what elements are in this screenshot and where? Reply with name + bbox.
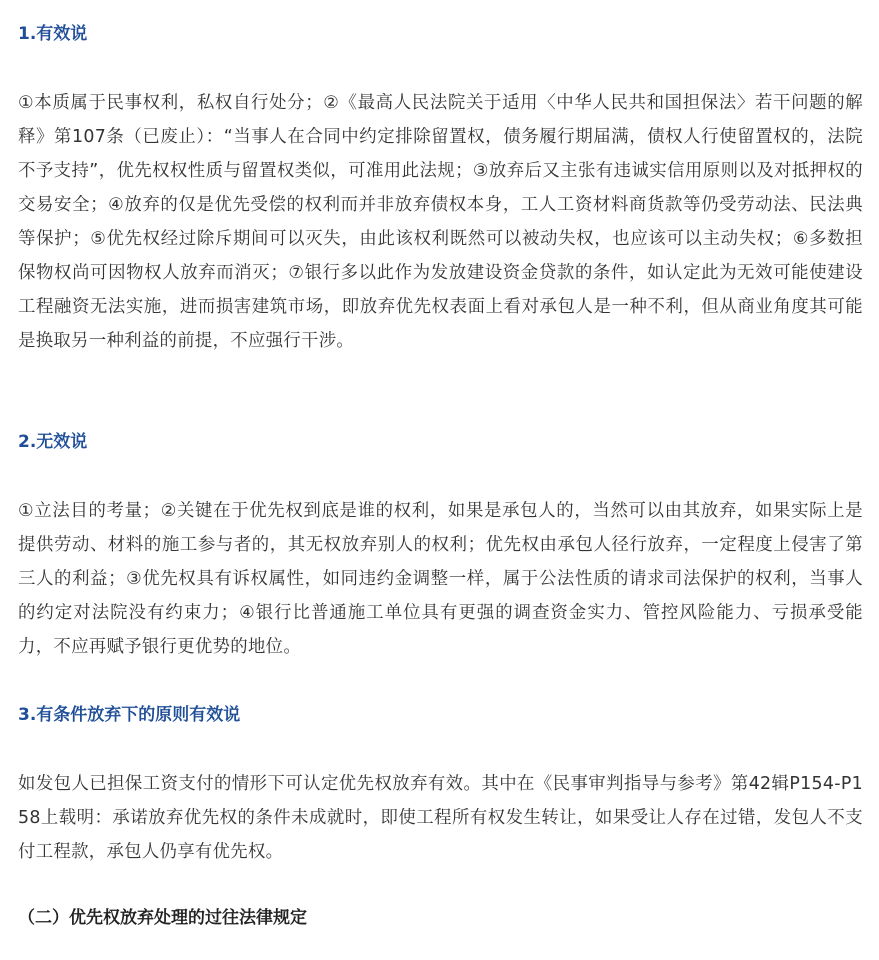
- next-section-heading: （二）优先权放弃处理的过往法律规定: [18, 908, 307, 928]
- section-heading-invalid: 2.无效说: [18, 432, 88, 452]
- section-heading-conditional: 3.有条件放弃下的原则有效说: [18, 705, 241, 725]
- section-heading-valid: 1.有效说: [18, 24, 88, 44]
- section-paragraph-valid: ①本质属于民事权利，私权自行处分；②《最高人民法院关于适用〈中华人民共和国担保法〉若干问题的解释》第107条（已废止）：“当事人在合同中约定排除留置权，债务履行期届满，债权人行使留置权的，法院不予支持”，优先权权性质与留置权类似，可准用此法规；③放弃后又主张有违诚实信用原则以及对抵押权的交易安全；④放弃的仅是优先受偿的权利而并非放弃债权本身，工人工资材料商货款等仍受劳动法、民法典等保护；⑤优先权经过除斥期间可以灭失，由此该权利既然可以被动失权，也应该可以主动失权；⑥多数担保物权尚可因物权人放弃而消灭；⑦银行多以此作为发放建设资金贷款的条件，如认定此为无效可能使建设工程融资无法实施，进而损害建筑市场，即放弃优先权表面上看对承包人是一种不利，但从商业角度其可能是换取另一种利益的前提，不应强行干涉。: [18, 93, 863, 351]
- section-paragraph-conditional: 如发包人已担保工资支付的情形下可认定优先权放弃有效。其中在《民事审判指导与参考》第42辑P154-P158上载明：承诺放弃优先权的条件未成就时，即使工程所有权发生转让，如果受让人存在过错，发包人不支付工程款，承包人仍享有优先权。: [18, 774, 863, 862]
- section-paragraph-invalid: ①立法目的考量；②关键在于优先权到底是谁的权利，如果是承包人的，当然可以由其放弃，如果实际上是提供劳动、材料的施工参与者的，其无权放弃别人的权利；优先权由承包人径行放弃，一定程度上侵害了第三人的利益；③优先权具有诉权属性，如同违约金调整一样，属于公法性质的请求司法保护的权利，当事人的约定对法院没有约束力；④银行比普通施工单位具有更强的调查资金实力、管控风险能力、亏损承受能力，不应再赋予银行更优势的地位。: [18, 501, 863, 657]
